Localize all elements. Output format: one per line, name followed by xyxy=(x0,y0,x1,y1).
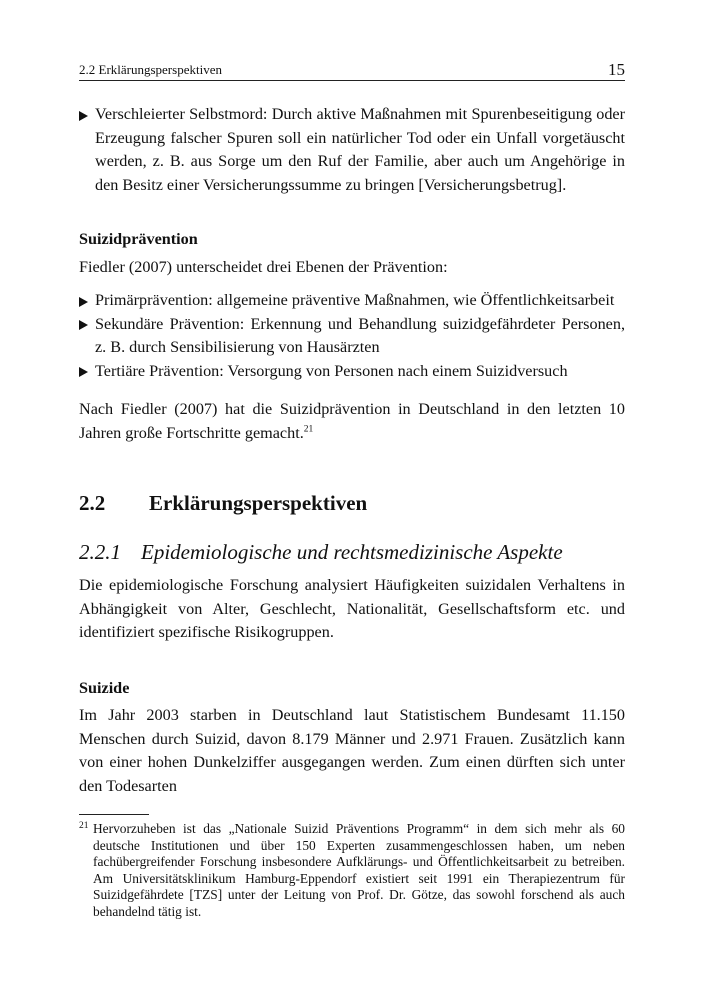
list-item xyxy=(79,360,625,384)
bullet-text: Tertiäre Prävention: Versorgung von Personen nach einem Suizidversuch xyxy=(95,361,568,380)
triangle-bullet-icon xyxy=(79,367,88,377)
closing-paragraph xyxy=(79,398,625,445)
section-title: Erklärungsperspektiven xyxy=(149,491,368,515)
section-heading xyxy=(79,490,367,516)
list-item xyxy=(79,103,625,197)
suizide-paragraph: Im Jahr 2003 starben in Deutschland laut Statistischem Bundesamt 11.150 Menschen durch Suizid, davon 8.179 Männer und 2.971 Frauen. Zusätzlich kann von einer hohen Dunkelziffer ausgegangen werden. Zum einen dürften sich unter den Todesarten xyxy=(79,706,625,795)
bullet-text: Verschleierter Selbstmord: Durch aktive Maßnahmen mit Spurenbeseitigung oder Erzeugung falscher Spuren soll ein natürlicher Tod oder ein Unfall vorgetäuscht werden, z. B. aus Sorge um den Ruf der Familie, aber auch um Angehörige in den Besitz einer Versicherungssumme zu bringen [Versicherungsbetrug]. xyxy=(95,105,625,194)
triangle-bullet-icon xyxy=(79,320,88,330)
bullet-text: Primärprävention: allgemeine präventive Maßnahmen, wie Öffentlichkeitsarbeit xyxy=(95,291,615,309)
heading-suizidpraevention: Suizidprävention xyxy=(79,230,198,248)
running-title: 2.2 Erklärungsperspektiven xyxy=(79,62,222,77)
footnote-mark: 21 xyxy=(79,821,89,831)
triangle-bullet-icon xyxy=(79,111,88,121)
closing-text: Nach Fiedler (2007) hat die Suizidprävention in Deutschland in den letzten 10 Jahren große Fortschritte gemacht. xyxy=(79,400,625,442)
footnote-divider xyxy=(79,814,149,815)
footnote xyxy=(79,821,625,920)
page-number: 15 xyxy=(608,60,625,79)
triangle-bullet-icon xyxy=(79,297,88,307)
heading-suizide: Suizide xyxy=(79,679,130,697)
list-item xyxy=(79,313,625,360)
running-header xyxy=(79,60,625,81)
list-item xyxy=(79,289,625,313)
subsection-number: 2.2.1 xyxy=(79,540,121,564)
subsection-heading xyxy=(79,539,563,565)
subsection-title: Epidemiologische und rechtsmedizinische Aspekte xyxy=(141,540,563,564)
bullet-text: Sekundäre Prävention: Erkennung und Behandlung suizidgefährdeter Personen, z. B. durch Sensibilisierung von Hausärzten xyxy=(95,314,625,356)
section-number: 2.2 xyxy=(79,491,106,515)
intro-paragraph: Fiedler (2007) unterscheidet drei Ebenen der Prävention: xyxy=(79,258,448,276)
footnote-reference: 21 xyxy=(303,424,314,435)
footnote-text: Hervorzuheben ist das „Nationale Suizid Präventions Programm“ in dem sich mehr als 60 deutsche Institutionen und über 150 Experten zusammengeschlossen haben, um neben fachübergreifender Forschung insbesondere Aufklärungs- und Öffentlichkeitsarbeit zu betreiben. Am Universitätsklinikum Hamburg-Eppendorf existiert seit 1991 ein Therapiezentrum für Suizidgefährdete [TZS] unter der Leitung von Prof. Dr. Götze, das sowohl forschend als auch behandelnd tätig ist. xyxy=(93,821,625,919)
prevention-list xyxy=(79,289,625,383)
epidemiology-paragraph: Die epidemiologische Forschung analysiert Häufigkeiten suizidalen Verhaltens in Abhängigkeit von Alter, Geschlecht, Nationalität, Gesellschaftsform etc. und identifiziert spezifische Risikogruppen. xyxy=(79,576,625,641)
top-bullet-list xyxy=(79,103,625,197)
